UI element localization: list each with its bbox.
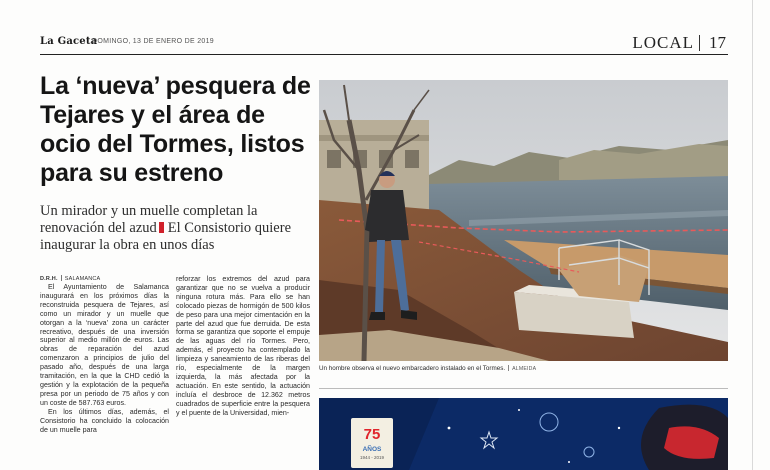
caption-text: Un hombre observa el nuevo embarcadero instalado en el Tormes. (319, 365, 506, 372)
section-rule (319, 388, 728, 389)
advertisement (319, 398, 728, 470)
photo-caption (319, 365, 728, 372)
photo-credit: ALMEIDA (512, 366, 537, 372)
issue-date: DOMINGO, 13 DE ENERO DE 2019 (92, 38, 214, 45)
body-paragraph: El Ayuntamiento de Salamanca inaugurará en los próximos días la reconstruida pesquera de Tejares, así como un mirador y un muelle que otorgan a la ‘nueva’ zona un carácter recreativo, después de una inversión superior al medio millón de euros. Las obras de reparación del azud comenzaron a principios de julio del pasado año, después de una larga tramitación, en la que la CHD cedió la gestión y la explotación de la pequeña presa por un periodo de 75 años y con un coste de 587.763 euros. (40, 283, 169, 407)
anniversary-badge (351, 418, 393, 468)
article-photo (319, 80, 728, 361)
byline-divider (61, 275, 62, 281)
body-paragraph: En los últimos días, además, el Consistorio ha concluido la colocación de un muelle para (40, 407, 169, 434)
newspaper-logo: La Gaceta (40, 36, 98, 47)
badge-years: 1944 - 2019 (359, 455, 385, 460)
section-name: LOCAL (632, 33, 694, 52)
red-square-icon (159, 222, 164, 233)
body-column-2 (176, 275, 310, 418)
byline-place: SALAMANCA (64, 276, 101, 282)
subhead-part-1: Un mirador y un muelle completan la renovación del azud (40, 203, 258, 236)
body-column-1 (40, 283, 169, 434)
byline-author: D.R.H. (40, 276, 58, 282)
masthead-rule (40, 54, 728, 55)
page-number: 17 (709, 33, 726, 52)
badge-number: 75 (363, 426, 381, 443)
article-headline: La ‘nueva’ pesquera de Tejares y el área de ocio del Tormes, listos para su estreno (40, 72, 311, 187)
river-dock-photo (319, 80, 728, 361)
byline (40, 275, 100, 282)
article-subhead (40, 203, 312, 254)
page-edge (752, 0, 753, 470)
body-paragraph: reforzar los extremos del azud para garantizar que no se vuelva a producir ninguna rotura más. Para ello se han colocado piezas de hormigón de 500 kilos de peso para una mejor cimentación en la parte del azud que fue derruida. De esta forma se garantiza que soporte el empuje de las aguas del río Tormes. Pero, además, el proyecto ha contemplado la limpieza y saneamiento de las riberas del río, especialmente de la margen izquierda, la más afectada por la actuación. En este sentido, la actuación incluía el desbroce de 12.362 metros cuadrados de superficie entre la pesquera y el puente de la Universidad, mien- (176, 275, 310, 417)
subhead-part-2: El Consistorio quiere inaugurar la obra en unos días (40, 220, 292, 253)
badge-text: AÑOS (362, 446, 382, 453)
caption-divider (508, 365, 509, 371)
masthead (40, 33, 728, 53)
masthead-divider (699, 35, 700, 51)
